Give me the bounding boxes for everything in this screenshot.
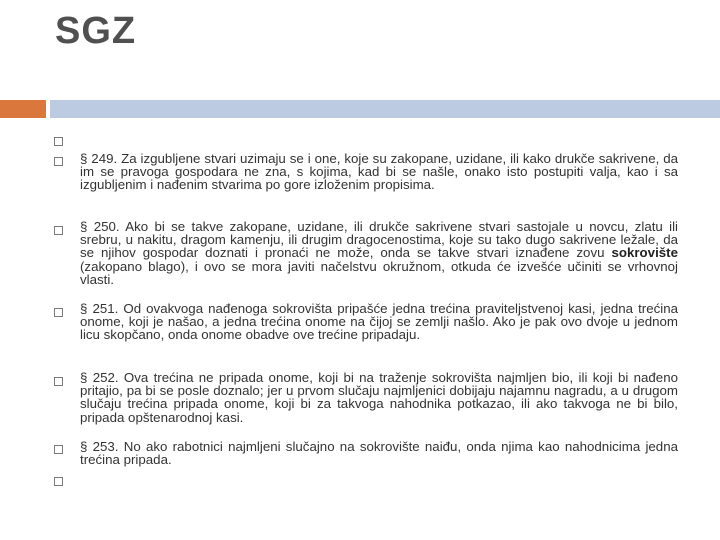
paragraph-249	[80, 152, 678, 192]
title-divider-bar	[50, 100, 720, 118]
paragraph-text: § 250. Ako bi se takve zakopane, uzidane, ili drukče sakrivene stvari sastojale u novcu, zlatu ili srebru, u nakitu, dragom kamenju, ili drugim dragocenostima, koje su tako dugo sakrivene ležale, da se njihov gospodar doznati i pronaći ne može, onda se takve stvari iznađene zovu	[80, 219, 678, 261]
bullet-square-icon	[54, 137, 63, 146]
paragraph-252	[80, 371, 678, 424]
bullet-square-icon	[54, 308, 63, 317]
paragraph-text: § 252. Ova trećina ne pripada onome, koji bi na traženje sokrovišta najmljen bio, ili koji bi nađeno pritajio, pa bi se posle doznalo; jer u prvom slučaju najmljenici dobijaju najamnu nagradu, a u drugom slučaju trećina pripada onome, koji bi za takvoga nahodnika potkazao, ili ako takvoga ne bi bilo, pripada opštenarodnoj kasi.	[80, 370, 678, 425]
title-accent-bar	[0, 100, 46, 118]
paragraph-251	[80, 302, 678, 342]
bold-term: sokrovište	[611, 245, 678, 261]
paragraph-250	[80, 220, 678, 286]
bullet-square-icon	[54, 477, 63, 486]
paragraph-text: § 251. Od ovakvoga nađenoga sokrovišta pripašće jedna trećina praviteljstvenoj kasi, jedna trećina onome, koji je našao, a jedna trećina onome na čijoj se zemlji našlo. Ako je pak ovo dvoje u jednom licu skopčano, onda onome obadve ove trećine pripadaju.	[80, 301, 678, 343]
paragraph-text: § 253. No ako rabotnici najmljeni slučajno na sokrovište naiđu, onda njima kao nahodnicima jedna trećina pripada.	[80, 439, 678, 468]
bullet-square-icon	[54, 157, 63, 166]
bullet-square-icon	[54, 377, 63, 386]
bullet-square-icon	[54, 445, 63, 454]
paragraph-253	[80, 440, 678, 466]
bullet-square-icon	[54, 226, 63, 235]
paragraph-text: § 249. Za izgubljene stvari uzimaju se i one, koje su zakopane, uzidane, ili kako drukče sakrivene, da im se pravoga gospodara ne zna, s kojima, kad bi se našle, onako isto postupiti valja, kao i sa izgubljenim i nađenim stvarima po gore izloženim propisima.	[80, 151, 678, 193]
paragraph-text: (zakopano blago), i ovo se mora javiti načelstvu okružnom, otkuda će izvešće učiniti se vrhovnoj vlasti.	[80, 258, 678, 287]
slide-title: SGZ	[55, 10, 137, 52]
